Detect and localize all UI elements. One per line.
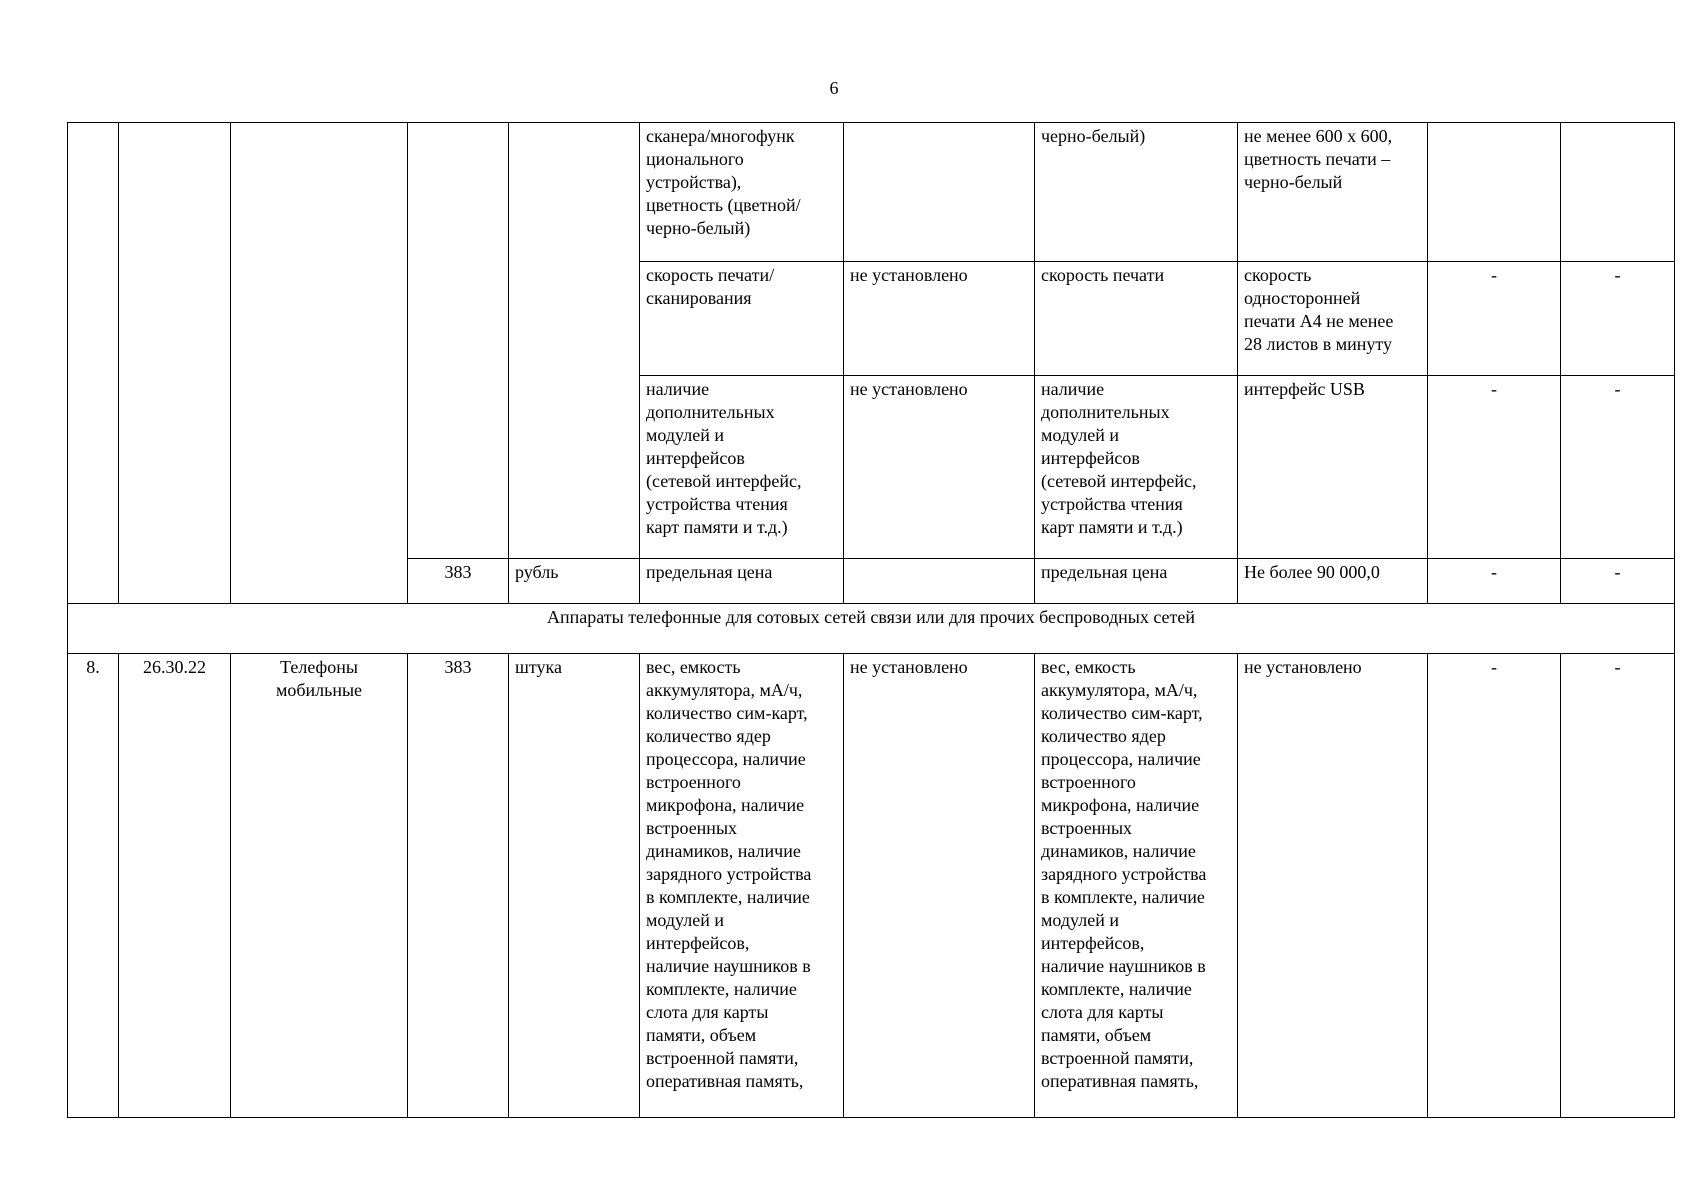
cell-name (231, 123, 408, 604)
cell-value: не установлено (844, 262, 1035, 376)
cell-value: не установлено (844, 376, 1035, 559)
cell-function (1561, 123, 1675, 262)
cell-function: - (1561, 654, 1675, 1118)
cell-function: - (1561, 559, 1675, 604)
cell-justification: - (1428, 376, 1561, 559)
cell-number (68, 123, 119, 604)
cell-value-approved: интерфейс USB (1238, 376, 1428, 559)
cell-characteristic: вес, емкость аккумулятора, мА/ч, количество сим-карт, количество ядер процессора, наличие встроенного микрофона, наличие встроенных динамиков, наличие зарядного устройства в комплекте, наличие модулей и интерфейсов, наличие наушников в комплекте, наличие слота для карты памяти, объем встроенной памяти, оперативная память, (640, 654, 844, 1118)
cell-justification: - (1428, 559, 1561, 604)
cell-function: - (1561, 376, 1675, 559)
cell-value-approved: скорость односторонней печати А4 не менее 28 листов в минуту (1238, 262, 1428, 376)
cell-unit-name: штука (509, 654, 640, 1118)
cell-value-approved: не менее 600 х 600, цветность печати – черно-белый (1238, 123, 1428, 262)
cell-unit-name: рубль (509, 559, 640, 604)
section-row (68, 604, 1675, 654)
cell-characteristic: предельная цена (640, 559, 844, 604)
cell-unit-name (509, 123, 640, 559)
requirements-table (67, 122, 1675, 1118)
table-row (68, 654, 1675, 1118)
cell-number: 8. (68, 654, 119, 1118)
cell-justification: - (1428, 262, 1561, 376)
cell-characteristic-approved: черно-белый) (1035, 123, 1238, 262)
cell-characteristic: наличие дополнительных модулей и интерфейсов (сетевой интерфейс, устройства чтения карт памяти и т.д.) (640, 376, 844, 559)
cell-characteristic: скорость печати/ сканирования (640, 262, 844, 376)
cell-unit-code: 383 (408, 654, 509, 1118)
cell-justification (1428, 123, 1561, 262)
page-number: 6 (829, 78, 839, 98)
cell-characteristic-approved: вес, емкость аккумулятора, мА/ч, количество сим-карт, количество ядер процессора, наличие встроенного микрофона, наличие встроенных динамиков, наличие зарядного устройства в комплекте, наличие модулей и интерфейсов, наличие наушников в комплекте, наличие слота для карты памяти, объем встроенной памяти, оперативная память, (1035, 654, 1238, 1118)
cell-value (844, 123, 1035, 262)
cell-function: - (1561, 262, 1675, 376)
cell-characteristic-approved: предельная цена (1035, 559, 1238, 604)
cell-code: 26.30.22 (119, 654, 231, 1118)
cell-value-approved: не установлено (1238, 654, 1428, 1118)
cell-value (844, 559, 1035, 604)
cell-unit-code (408, 123, 509, 559)
table-row (68, 123, 1675, 262)
cell-value-approved: Не более 90 000,0 (1238, 559, 1428, 604)
cell-justification: - (1428, 654, 1561, 1118)
cell-characteristic-approved: наличие дополнительных модулей и интерфейсов (сетевой интерфейс, устройства чтения карт памяти и т.д.) (1035, 376, 1238, 559)
cell-characteristic: сканера/многофунк ционального устройства), цветность (цветной/ черно-белый) (640, 123, 844, 262)
section-title: Аппараты телефонные для сотовых сетей связи или для прочих беспроводных сетей (68, 604, 1675, 654)
cell-characteristic-approved: скорость печати (1035, 262, 1238, 376)
cell-code (119, 123, 231, 604)
cell-unit-code: 383 (408, 559, 509, 604)
cell-name: Телефоны мобильные (231, 654, 408, 1118)
cell-value: не установлено (844, 654, 1035, 1118)
